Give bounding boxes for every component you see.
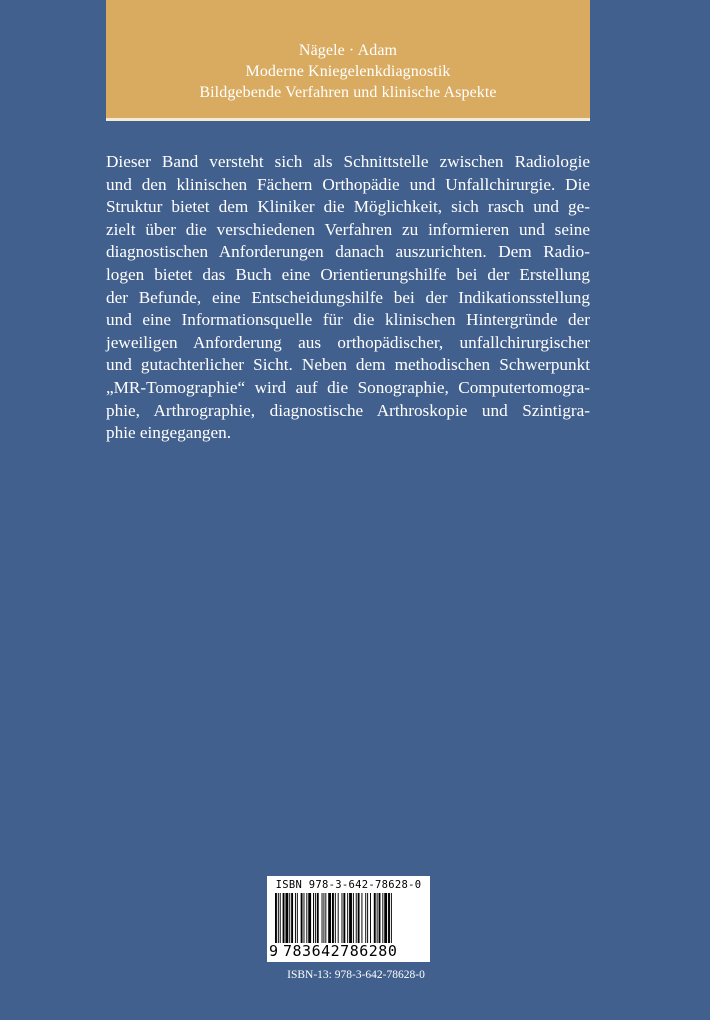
- description-line: und den klinischen Fächern Orthopädie und Unfallchirurgie. Die: [106, 174, 590, 194]
- barcode-bar: [313, 893, 314, 943]
- description-line: phie eingegangen.: [106, 423, 232, 443]
- barcode-digit-groups: 783642786280: [283, 942, 398, 960]
- barcode-bar: [338, 893, 339, 943]
- barcode-bar: [382, 893, 383, 943]
- barcode-bar: [370, 893, 371, 943]
- barcode-bar: [308, 893, 311, 943]
- barcode-bar: [384, 893, 387, 943]
- title-banner: [106, 0, 590, 121]
- barcode-bar: [347, 893, 348, 943]
- barcode-bar: [323, 893, 324, 943]
- barcode-bar: [317, 893, 319, 943]
- authors: Nägele · Adam: [298, 42, 398, 59]
- description-line: „MR-Tomographie“ wird auf die Sonographie, Computertomogra-: [106, 377, 590, 397]
- description-line: und gutachterlicher Sicht. Neben dem methodischen Schwerpunkt: [106, 355, 590, 375]
- barcode-bar: [283, 893, 285, 943]
- barcode-bar: [325, 893, 326, 943]
- barcode-bar: [379, 893, 381, 943]
- description-line: jeweiligen Anforderung aus orthopädischer, unfallchirurgischer: [106, 332, 590, 352]
- barcode-isbn-text: ISBN 978-3-642-78628-0: [275, 879, 422, 891]
- barcode-bar: [358, 893, 360, 943]
- barcode-bar: [322, 893, 323, 943]
- barcode-bar: [335, 893, 336, 943]
- barcode-bar: [353, 893, 354, 943]
- description-line: phie, Arthrographie, diagnostische Arthroskopie und Szintigra-: [106, 400, 590, 420]
- isbn-barcode: [267, 876, 430, 962]
- barcode-bars: [273, 893, 424, 943]
- book-title: Moderne Kniegelenkdiagnostik: [245, 63, 451, 80]
- description-line: zielt über die verschiedenen Verfahren zu informieren und seine: [106, 219, 590, 239]
- description-line: Struktur bietet dem Kliniker die Möglichkeit, sich rasch und ge-: [106, 197, 590, 217]
- barcode-bar: [388, 893, 390, 943]
- barcode-bar: [328, 893, 331, 943]
- barcode-bar: [391, 893, 392, 943]
- isbn-13-label: ISBN-13: 978-3-642-78628-0: [287, 969, 425, 981]
- description-line: und eine Informationsquelle für die klinischen Hintergründe der: [106, 310, 590, 330]
- barcode-bar: [304, 893, 305, 943]
- barcode-bar: [377, 893, 378, 943]
- description-line: diagnostischen Anforderungen danach auszurichten. Dem Radio-: [106, 242, 590, 262]
- description-line: Dieser Band versteht sich als Schnittstelle zwischen Radiologie: [106, 152, 590, 171]
- barcode-bar: [278, 893, 279, 943]
- book-subtitle: Bildgebende Verfahren und klinische Aspekte: [199, 84, 497, 101]
- barcode-bar: [297, 893, 298, 943]
- barcode-bar: [365, 893, 366, 943]
- description-line: der Befunde, eine Entscheidungshilfe bei der Indikationsstellung: [106, 287, 590, 307]
- barcode-bar: [301, 893, 303, 943]
- barcode-bar: [374, 893, 376, 943]
- barcode-bar: [361, 893, 362, 943]
- barcode-first-digit: 9: [269, 942, 279, 960]
- barcode-bar: [356, 893, 357, 943]
- book-description: [106, 151, 590, 445]
- barcode-bar: [285, 893, 288, 943]
- barcode-bar: [367, 893, 368, 943]
- barcode-bar: [342, 893, 343, 943]
- barcode-bar: [332, 893, 334, 943]
- barcode-bar: [289, 893, 290, 943]
- barcode-bar: [295, 893, 296, 943]
- barcode-bar: [349, 893, 352, 943]
- barcode-bar: [275, 893, 277, 943]
- barcode-bar: [315, 893, 316, 943]
- barcode-bar: [343, 893, 345, 943]
- barcode-bar: [280, 893, 281, 943]
- barcode-bar: [291, 893, 293, 943]
- barcode-bar: [306, 893, 307, 943]
- description-line: logen bietet das Buch eine Orientierungshilfe bei der Erstellung: [106, 264, 590, 284]
